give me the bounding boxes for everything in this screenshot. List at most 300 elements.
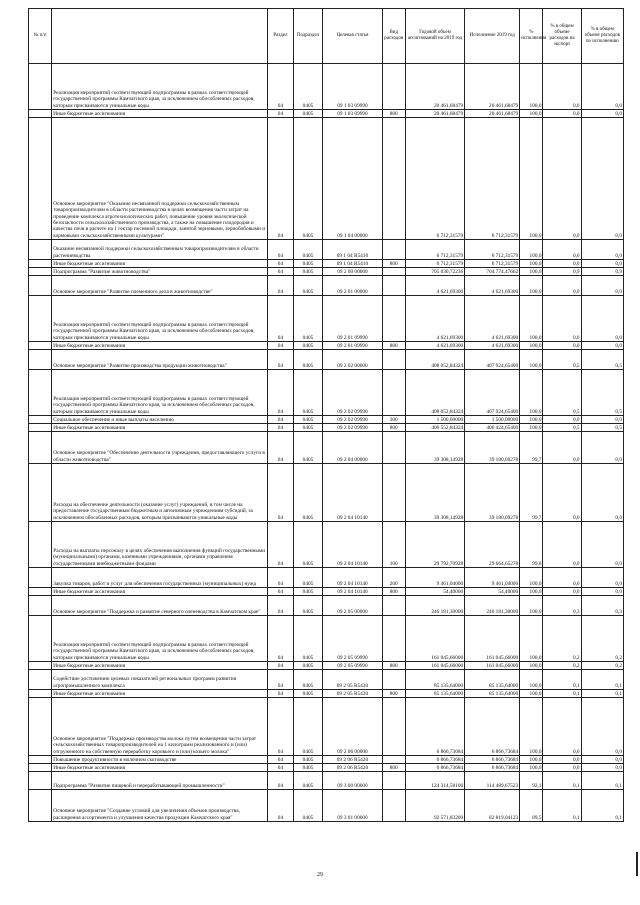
cell-fact: 4 621,69300 [465, 276, 520, 296]
cell-razdel: 04 [268, 662, 293, 670]
cell-vid: 100 [382, 522, 405, 568]
cell-podrazdel: 0405 [293, 662, 323, 670]
cell-num [29, 110, 52, 118]
cell-share-program: 0,9 [581, 268, 623, 276]
cell-share-program: 0,0 [581, 118, 623, 240]
cell-num [29, 424, 52, 432]
cell-podrazdel: 0405 [293, 772, 323, 790]
cell-share-total: 0,0 [543, 296, 581, 342]
cell-razdel: 04 [268, 670, 293, 690]
cell-vid: 200 [382, 568, 405, 588]
table-row [29, 370, 624, 416]
cell-name: Оказание несвязанной поддержки сельскохозяйственным товаропроизводителям в области растениеводства [52, 240, 268, 260]
cell-target: 09 2 04 10140 [323, 568, 382, 588]
cell-share-total: 0,1 [543, 670, 581, 690]
cell-fact: 4 621,69300 [465, 296, 520, 342]
cell-plan: 6 712,31579 [405, 240, 464, 260]
table-row [29, 596, 624, 616]
cell-pct: 100,0 [520, 64, 543, 110]
cell-razdel: 04 [268, 118, 293, 240]
cell-fact: 6 866,73684 [465, 698, 520, 756]
cell-name: Основное мероприятие "Развитие производства продукции животноводства" [52, 350, 268, 370]
cell-name: Иные бюджетные ассигнования [52, 342, 268, 350]
cell-plan: 85 135,64000 [405, 690, 464, 698]
cell-pct: 100,0 [520, 690, 543, 698]
cell-name: Иные бюджетные ассигнования [52, 662, 268, 670]
table-row [29, 240, 624, 260]
cell-num [29, 764, 52, 772]
cell-fact: 20 461,68479 [465, 110, 520, 118]
cell-fact: 114 489,67523 [465, 772, 520, 790]
cell-podrazdel: 0405 [293, 370, 323, 416]
table-row [29, 342, 624, 350]
cell-pct: 100,0 [520, 662, 543, 670]
cell-share-total: 0,2 [543, 662, 581, 670]
cell-fact: 407 924,65400 [465, 350, 520, 370]
cell-pct: 100,0 [520, 588, 543, 596]
cell-podrazdel: 0405 [293, 240, 323, 260]
cell-podrazdel: 0405 [293, 764, 323, 772]
cell-num [29, 276, 52, 296]
budget-table [28, 8, 624, 822]
cell-name: Повышение продуктивности в молочном скотоводстве [52, 756, 268, 764]
cell-name: Иные бюджетные ассигнования [52, 690, 268, 698]
cell-target: 09 2 02 09990 [323, 424, 382, 432]
cell-target: 09 2 06 00000 [323, 698, 382, 756]
cell-share-program: 0,3 [581, 596, 623, 616]
table-row [29, 260, 624, 268]
table-row [29, 118, 624, 240]
cell-podrazdel: 0405 [293, 296, 323, 342]
cell-podrazdel: 0405 [293, 616, 323, 662]
table-row [29, 772, 624, 790]
cell-pct: 100,0 [520, 268, 543, 276]
header-plan: Годовой объем ассигнований на 2019 год [405, 9, 464, 64]
cell-name: Социальное обеспечение и иные выплаты населению [52, 416, 268, 424]
cell-fact: 54,40000 [465, 588, 520, 596]
cell-fact: 161 045,66000 [465, 662, 520, 670]
cell-share-total: 0,1 [543, 772, 581, 790]
cell-podrazdel: 0405 [293, 110, 323, 118]
cell-plan: 54,40000 [405, 588, 464, 596]
table-row [29, 616, 624, 662]
cell-razdel: 04 [268, 756, 293, 764]
cell-plan: 408 052,84324 [405, 350, 464, 370]
cell-pct: 100,0 [520, 350, 543, 370]
cell-share-program: 0,0 [581, 522, 623, 568]
cell-podrazdel: 0405 [293, 260, 323, 268]
cell-vid [382, 64, 405, 110]
cell-razdel: 04 [268, 64, 293, 110]
cell-fact: 6 866,73684 [465, 764, 520, 772]
cell-pct: 100,0 [520, 342, 543, 350]
cell-name: Реализация мероприятий соответствующей подпрограммы в рамках соответствующей государственной программы Камчатского края, за исключением обособленных расходов, которым присваиваются уникальные коды [52, 370, 268, 416]
cell-target: 09 2 04 10140 [323, 588, 382, 596]
cell-name: Основное мероприятие "Создание условий для увеличения объемов производства, расширения ассортимента и улучшения качества продукции Камчатского края" [52, 790, 268, 822]
cell-vid [382, 698, 405, 756]
cell-name: Подпрограмма "Развитие животноводства" [52, 268, 268, 276]
cell-share-program: 0,0 [581, 296, 623, 342]
cell-vid: 800 [382, 110, 405, 118]
cell-share-total: 0,0 [543, 110, 581, 118]
cell-num [29, 240, 52, 260]
cell-num [29, 596, 52, 616]
cell-vid: 800 [382, 662, 405, 670]
table-row [29, 268, 624, 276]
cell-razdel: 04 [268, 350, 293, 370]
cell-vid: 800 [382, 690, 405, 698]
cell-pct: 99,7 [520, 432, 543, 464]
cell-pct: 100,0 [520, 118, 543, 240]
cell-plan: 705 030,72236 [405, 268, 464, 276]
cell-num [29, 698, 52, 756]
cell-target: 09 2 01 09990 [323, 296, 382, 342]
cell-share-total: 0,0 [543, 698, 581, 756]
cell-plan: 408 052,84324 [405, 370, 464, 416]
cell-target: 09 2 00 00000 [323, 268, 382, 276]
cell-fact: 406 424,65400 [465, 424, 520, 432]
cell-target: 09 2 01 09990 [323, 342, 382, 350]
cell-share-program: 0,0 [581, 464, 623, 522]
cell-razdel: 04 [268, 370, 293, 416]
cell-podrazdel: 0405 [293, 268, 323, 276]
cell-razdel: 04 [268, 568, 293, 588]
cell-razdel: 04 [268, 772, 293, 790]
cell-razdel: 04 [268, 616, 293, 662]
table-row [29, 64, 624, 110]
cell-vid [382, 790, 405, 822]
cell-vid [382, 240, 405, 260]
cell-num [29, 756, 52, 764]
cell-share-program: 0,0 [581, 240, 623, 260]
cell-target: 09 2 02 09990 [323, 416, 382, 424]
cell-target: 09 1 04 R5410 [323, 260, 382, 268]
cell-podrazdel: 0405 [293, 698, 323, 756]
cell-target: 09 1 04 00000 [323, 118, 382, 240]
cell-podrazdel: 0405 [293, 596, 323, 616]
cell-share-program: 0,0 [581, 260, 623, 268]
cell-podrazdel: 0405 [293, 588, 323, 596]
cell-num [29, 268, 52, 276]
cell-podrazdel: 0405 [293, 350, 323, 370]
table-row [29, 416, 624, 424]
cell-fact: 9 461,04000 [465, 568, 520, 588]
cell-share-program: 0,0 [581, 110, 623, 118]
cell-podrazdel: 0405 [293, 342, 323, 350]
header-num: № п/п [29, 9, 52, 64]
cell-vid [382, 616, 405, 662]
cell-share-program: 0,0 [581, 756, 623, 764]
cell-podrazdel: 0405 [293, 118, 323, 240]
cell-pct: 100,0 [520, 764, 543, 772]
cell-num [29, 662, 52, 670]
cell-target: 09 1 04 R5410 [323, 240, 382, 260]
cell-share-total: 0,0 [543, 464, 581, 522]
cell-vid [382, 432, 405, 464]
cell-plan: 161 045,66000 [405, 662, 464, 670]
cell-pct: 92,1 [520, 772, 543, 790]
cell-fact: 29 664,65278 [465, 522, 520, 568]
cell-share-total: 0,0 [543, 522, 581, 568]
cell-plan: 9 461,04000 [405, 568, 464, 588]
cell-share-program: 0,5 [581, 350, 623, 370]
cell-share-program: 0,1 [581, 790, 623, 822]
cell-podrazdel: 0405 [293, 790, 323, 822]
cell-podrazdel: 0405 [293, 432, 323, 464]
cell-podrazdel: 0405 [293, 690, 323, 698]
cell-target: 09 3 01 00000 [323, 790, 382, 822]
cell-pct: 100,0 [520, 670, 543, 690]
cell-podrazdel: 0405 [293, 670, 323, 690]
cell-pct: 99,7 [520, 464, 543, 522]
cell-share-program: 0,5 [581, 370, 623, 416]
cell-vid: 800 [382, 260, 405, 268]
cell-vid: 800 [382, 764, 405, 772]
cell-pct: 100,0 [520, 698, 543, 756]
cell-target: 09 1 03 09990 [323, 110, 382, 118]
cell-share-program: 0,5 [581, 424, 623, 432]
cell-pct: 100,0 [520, 424, 543, 432]
cell-plan: 6 712,31579 [405, 260, 464, 268]
cell-vid [382, 296, 405, 342]
cell-share-total: 0,0 [543, 260, 581, 268]
cell-num [29, 588, 52, 596]
cell-plan: 1 500,00000 [405, 416, 464, 424]
cell-plan: 124 314,58100 [405, 772, 464, 790]
cell-vid: 800 [382, 588, 405, 596]
cell-share-total: 0,0 [543, 764, 581, 772]
cell-plan: 6 866,73684 [405, 756, 464, 764]
cell-fact: 39 180,09278 [465, 464, 520, 522]
cell-share-total: 0,0 [543, 568, 581, 588]
cell-razdel: 04 [268, 268, 293, 276]
table-row [29, 698, 624, 756]
cell-razdel: 04 [268, 690, 293, 698]
cell-pct: 100,0 [520, 370, 543, 416]
cell-podrazdel: 0405 [293, 64, 323, 110]
cell-vid: 300 [382, 416, 405, 424]
cell-target: 09 2 01 00000 [323, 276, 382, 296]
cell-share-program: 0,0 [581, 568, 623, 588]
cell-podrazdel: 0405 [293, 756, 323, 764]
table-row [29, 464, 624, 522]
cell-vid: 800 [382, 424, 405, 432]
cell-fact: 161 045,66000 [465, 616, 520, 662]
cell-razdel: 04 [268, 432, 293, 464]
cell-share-program: 0,1 [581, 772, 623, 790]
cell-razdel: 04 [268, 240, 293, 260]
header-share-total: % в общем объеме расходов на экспорт [543, 9, 581, 64]
header-podrazdel: Подраздел [293, 9, 323, 64]
cell-num [29, 350, 52, 370]
cell-num [29, 464, 52, 522]
table-row [29, 588, 624, 596]
cell-podrazdel: 0405 [293, 464, 323, 522]
cell-razdel: 04 [268, 296, 293, 342]
cell-name: Иные бюджетные ассигнования [52, 260, 268, 268]
cell-vid [382, 756, 405, 764]
cell-name: Реализация мероприятий соответствующей подпрограммы в рамках соответствующей государственной программы Камчатского края, за исключением обособленных расходов, которым присваиваются уникальные коды [52, 296, 268, 342]
header-vid: Вид расходов [382, 9, 405, 64]
cell-plan: 20 461,68479 [405, 110, 464, 118]
cell-pct: 100,0 [520, 110, 543, 118]
cell-fact: 85 135,64000 [465, 690, 520, 698]
cell-num [29, 690, 52, 698]
cell-share-total: 0,5 [543, 350, 581, 370]
cell-share-total: 0,3 [543, 596, 581, 616]
cell-num [29, 118, 52, 240]
cell-share-program: 0,1 [581, 670, 623, 690]
cell-name: Иные бюджетные ассигнования [52, 110, 268, 118]
header-razdel: Раздел [268, 9, 293, 64]
table-row [29, 690, 624, 698]
cell-fact: 85 135,64000 [465, 670, 520, 690]
table-row [29, 568, 624, 588]
cell-num [29, 64, 52, 110]
cell-fact: 246 181,30000 [465, 596, 520, 616]
cell-plan: 406 552,84324 [405, 424, 464, 432]
cell-plan: 4 621,69300 [405, 296, 464, 342]
table-row [29, 522, 624, 568]
table-row [29, 110, 624, 118]
table-row [29, 790, 624, 822]
cell-target: 09 2 05 R5430 [323, 670, 382, 690]
cell-podrazdel: 0405 [293, 416, 323, 424]
cell-podrazdel: 0405 [293, 424, 323, 432]
cell-vid [382, 596, 405, 616]
cell-vid [382, 118, 405, 240]
cell-share-program: 0,0 [581, 764, 623, 772]
cell-fact: 82 819,04123 [465, 790, 520, 822]
cell-num [29, 432, 52, 464]
cell-name: Подпрограмма "Развитие пищевой и перерабатывающей промышленности" [52, 772, 268, 790]
cell-num [29, 790, 52, 822]
cell-name: Иные бюджетные ассигнования [52, 764, 268, 772]
cell-pct: 100,0 [520, 296, 543, 342]
cell-target: 09 2 06 R5420 [323, 756, 382, 764]
cell-share-total: 0,0 [543, 118, 581, 240]
cell-share-program: 0,0 [581, 588, 623, 596]
cell-target: 09 1 03 09990 [323, 64, 382, 110]
cell-plan: 92 571,83200 [405, 790, 464, 822]
table-row [29, 432, 624, 464]
cell-vid [382, 268, 405, 276]
cell-name: Основное мероприятие "Обеспечение деятельности учреждения, предоставляющего услуги в области животноводства" [52, 432, 268, 464]
cell-pct: 100,0 [520, 568, 543, 588]
cell-plan: 6 866,73684 [405, 764, 464, 772]
cell-target: 09 2 02 09990 [323, 370, 382, 416]
cell-share-total: 0,1 [543, 790, 581, 822]
cell-razdel: 04 [268, 522, 293, 568]
cell-name: Основное мероприятие "Развитие племенного дела в животноводстве" [52, 276, 268, 296]
cell-podrazdel: 0405 [293, 568, 323, 588]
header-name [52, 9, 268, 64]
cell-pct: 100,0 [520, 756, 543, 764]
cell-razdel: 04 [268, 416, 293, 424]
cell-pct: 100,0 [520, 416, 543, 424]
cell-share-total: 0,0 [543, 342, 581, 350]
cell-target: 09 2 04 10140 [323, 464, 382, 522]
cell-num [29, 370, 52, 416]
cell-razdel: 04 [268, 464, 293, 522]
cell-share-total: 0,0 [543, 756, 581, 764]
cell-share-program: 0,1 [581, 690, 623, 698]
table-row [29, 662, 624, 670]
cell-share-total: 0,0 [543, 416, 581, 424]
cell-name: Иные бюджетные ассигнования [52, 588, 268, 596]
cell-fact: 6 712,31579 [465, 240, 520, 260]
cell-plan: 4 621,69300 [405, 342, 464, 350]
cell-target: 09 2 04 00000 [323, 432, 382, 464]
cell-fact: 704 774,47662 [465, 268, 520, 276]
cell-razdel: 04 [268, 698, 293, 756]
table-row [29, 276, 624, 296]
cell-num [29, 522, 52, 568]
cell-share-total: 0,5 [543, 424, 581, 432]
cell-razdel: 04 [268, 276, 293, 296]
cell-target: 09 2 05 R5430 [323, 690, 382, 698]
cell-num [29, 772, 52, 790]
cell-share-total: 0,0 [543, 64, 581, 110]
cell-plan: 39 308,14928 [405, 464, 464, 522]
cell-name: Реализация мероприятий соответствующей подпрограммы в рамках соответствующей государственной программы Камчатского края, за исключением обособленных расходов, которым присваиваются уникальные коды [52, 64, 268, 110]
cell-vid [382, 350, 405, 370]
cell-pct: 100,0 [520, 260, 543, 268]
cell-pct: 99,6 [520, 522, 543, 568]
cell-name: Закупка товаров, работ и услуг для обеспечения государственных (муниципальных) нужд [52, 568, 268, 588]
cell-vid [382, 370, 405, 416]
cell-share-program: 0,0 [581, 342, 623, 350]
cell-razdel: 04 [268, 342, 293, 350]
cell-name: Расходы на выплаты персоналу в целях обеспечения выполнения функций государственными (муниципальными) органами, казенными учреждениями, органами управления государственными внебюджетными фондами [52, 522, 268, 568]
cell-pct: 100,0 [520, 240, 543, 260]
cell-pct: 100,0 [520, 616, 543, 662]
header-fact: Исполнение 2019 год [465, 9, 520, 64]
cell-share-total: 0,2 [543, 616, 581, 662]
cell-plan: 246 181,30000 [405, 596, 464, 616]
header-share-program: % в общем объеме расходов по исполнению [581, 9, 623, 64]
cell-vid: 800 [382, 342, 405, 350]
cell-share-total: 0,0 [543, 276, 581, 296]
cell-fact: 6 712,31579 [465, 118, 520, 240]
table-row [29, 424, 624, 432]
cell-target: 09 2 05 00000 [323, 596, 382, 616]
cell-num [29, 296, 52, 342]
cell-share-total: 0,9 [543, 268, 581, 276]
cell-share-total: 0,5 [543, 370, 581, 416]
cell-num [29, 568, 52, 588]
cell-pct: 100,0 [520, 596, 543, 616]
table-row [29, 670, 624, 690]
cell-num [29, 416, 52, 424]
cell-share-program: 0,0 [581, 432, 623, 464]
table-row [29, 350, 624, 370]
cell-fact: 20 461,68479 [465, 64, 520, 110]
cell-fact: 39 180,09278 [465, 432, 520, 464]
cell-num [29, 260, 52, 268]
cell-share-program: 0,2 [581, 616, 623, 662]
cell-fact: 407 924,65400 [465, 370, 520, 416]
cell-name: Содействие достижению целевых показателей региональных программ развития агропромышленного комплекса [52, 670, 268, 690]
cell-vid [382, 464, 405, 522]
cell-share-program: 0,2 [581, 662, 623, 670]
header-pct: % исполнения [520, 9, 543, 64]
edge-mark [636, 852, 638, 876]
cell-target: 09 2 02 00000 [323, 350, 382, 370]
cell-razdel: 04 [268, 424, 293, 432]
cell-pct: 100,0 [520, 276, 543, 296]
cell-name: Реализация мероприятий соответствующей подпрограммы в рамках соответствующей государственной программы Камчатского края, за исключением обособленных расходов, которым присваиваются уникальные коды [52, 616, 268, 662]
